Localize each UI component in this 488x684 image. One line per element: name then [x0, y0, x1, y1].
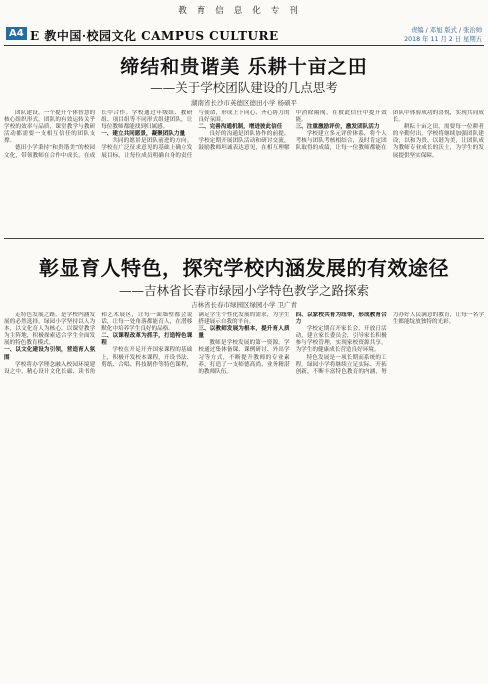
paragraph: 团队建设，一个提升个体智慧的核心组织形式。团队的有效运转关乎学校的效率与品质，课堂教学与教研活动都需要一支相互信任的团队支撑。 — [4, 110, 96, 145]
paragraph: 学校建立多元评价体系，将个人考核与团队考核相结合，及时肯定团队取得的成绩，让每一位教师都能在团队中体验成功的喜悦，实现共同成长。 — [295, 110, 484, 152]
paragraph: 共同的愿景是团队前进的方向。学校在广泛征求意见的基础上确立发展目标，让每位成员明确自身的责任与使命，形成上下同心、齐心协力的良好氛围。 — [101, 110, 290, 159]
article-team-building — [4, 48, 484, 236]
editor-line: 责编 / 邓旭 版式 / 张治帅 — [411, 27, 482, 34]
paragraph: 良好的沟通是团队协作的前提。学校定期开展团队活动和研讨交流，鼓励教师坦诚表达意见，在相互理解中消除隔阂，在彼此信任中提升效能。 — [198, 110, 387, 152]
page-masthead — [4, 24, 484, 46]
article-school-characteristics — [4, 244, 484, 680]
section-heading: 三、注重激励评价，激发团队活力 — [295, 124, 380, 131]
article1-title: 缔结和贵谐美 乐耕十亩之田 — [120, 56, 368, 78]
section-heading: 三、以教师发展为根本，提升育人质量 — [198, 326, 290, 340]
paragraph: 走特色发展之路，是学校内涵发展的必然选择。绿园小学坚持以人为本，以文化育人为核心，以课堂教学为主阵地，积极探索适合学生全面发展的特色教育模式。 — [4, 312, 96, 347]
paragraph: 特色发展是一项长期而系统的工程。绿园小学将继续立足实际、开拓创新，不断丰富特色教育的内涵，努力办好人民满意的教育，让每一名学生都能绽放独特的光彩。 — [295, 312, 484, 375]
section-heading: 二、以课程改革为抓手，打造特色课程 — [101, 333, 193, 347]
section-heading: 二、完善沟通机制，增进彼此信任 — [198, 124, 283, 131]
issue-date: 2018 年 11 月 2 日 星期五 — [404, 36, 482, 43]
section-heading: 四、以家校共育为纽带，形成教育合力 — [295, 312, 387, 326]
article1-subtitle: ——关于学校团队建设的几点思考 — [150, 80, 338, 95]
paragraph: 学校在开足开齐国家课程的基础上，积极开发校本课程，开设书法、剪纸、合唱、科技制作等特色课程，满足学生个性化发展的需求，为学生搭建展示自我的平台。 — [101, 312, 290, 368]
article2-title: 彰显育人特色，探究学校内涵发展的有效途径 — [39, 256, 449, 280]
paragraph: 学校将办学理念融入校园环境建设之中，精心设计文化长廊、读书角和艺术展区，让每一面墙壁都会说话，让每一处角落都能育人，在潜移默化中培养学生良好的品格。 — [4, 312, 193, 375]
paragraph: 德田小学秉持“和贵谐美”的校园文化，带领教师在合作中成长，在成长中合作。学校通过年级组、教研组、项目组等不同形式组建团队，让每位教师都能找到归属感。 — [4, 110, 193, 159]
column-title: E 教中国·校园文化 CAMPUS CULTURE — [30, 29, 279, 43]
paragraph: 教师是学校发展的第一资源。学校通过集体备课、课例研讨、外出学习等方式，不断提升教师的专业素养，打造了一支师德高尚、业务精湛的教师队伍。 — [198, 340, 290, 375]
article2-subtitle: ——吉林省长春市绿园小学特色教学之路探索 — [118, 283, 369, 298]
article2-body — [4, 312, 484, 678]
article2-byline: 吉林省长春市绿园区绿园小学 卫广青 — [190, 301, 298, 309]
editor-info — [404, 26, 482, 44]
section-heading: 一、以文化建设为引领，营造育人氛围 — [4, 347, 96, 361]
article1-byline: 湖南省长沙市英德区德田小学 杨硕平 — [190, 99, 298, 107]
paragraph: 耕耘十亩之田，需要每一位耕者的辛勤付出。学校将继续加强团队建设，以和为贵、以谐为美，让团队成为教师专业成长的沃土，为学生的发展提供坚实保障。 — [392, 124, 484, 159]
page-number-badge: A4 — [6, 27, 27, 40]
top-banner-strip — [0, 0, 488, 18]
paragraph: 学校定期召开家长会、开放日活动，建立家长委员会，引导家长积极参与学校管理，实现家校资源共享，为学生的健康成长营造良好环境。 — [295, 326, 387, 354]
section-heading: 一、建立共同愿景，凝聚团队力量 — [101, 131, 186, 138]
article-divider — [4, 238, 484, 239]
special-issue-banner: 教育信息化专刊 — [178, 6, 308, 16]
